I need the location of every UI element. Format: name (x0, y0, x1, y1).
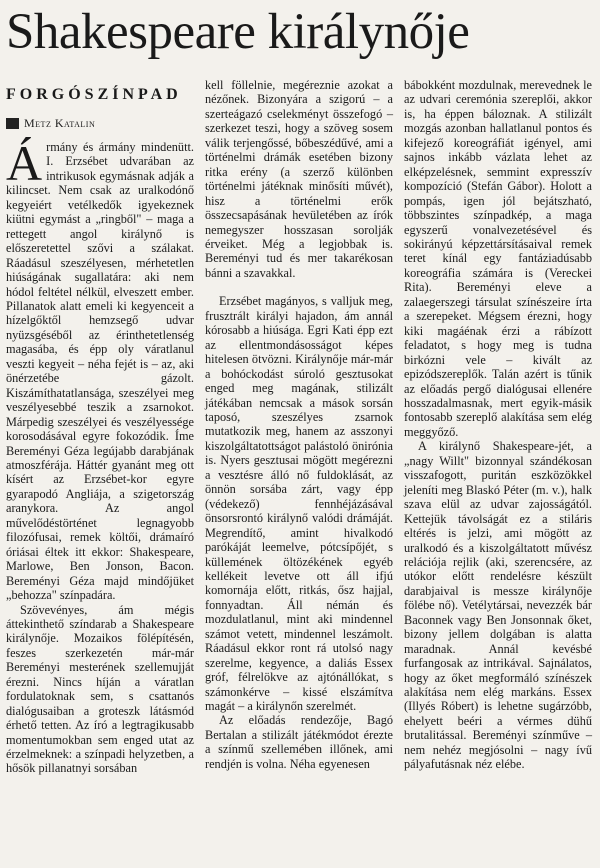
article-title: Shakespeare királynője (6, 4, 470, 60)
column-3 (404, 78, 592, 772)
byline (6, 116, 95, 131)
drop-cap: Á (6, 135, 43, 191)
paragraph: kell föllelnie, megéreznie azokat a nézőnek. Bizonyára a szigorú – a szerteágazó cselekményt összefogó – szerkezet teszi, hogy a szöveg sosem válik terjengőssé, bőbeszédűvé, ami a történelmi drámák esetében bizony ritka erény (a szerző különben történelmi játéknak minősíti művét), hisz a történelmi erők összecsapásának hevületében az írók nemegyszer hosszasan sorolják érveiket. Még a legjobbak is. Bereményi tud és mer takarékosan bánni a szavakkal. (205, 78, 393, 280)
paragraph: Szövevényes, ám mégis áttekinthető színdarab a Shakespeare királynője. Mozaikos fölépítésén, feszes szerkezetén már-már Bereményi mesterének szellemujját érezni. Nincs híján a váratlan fordulatoknak sem, s csattanós dialógusaiban a groteszk látásmód érhető tetten. Az író a legtragikusabb momentumokban sem enged utat az érzelmeknek: a színpadi helyzetben, a hősök pillanatnyi sorsában (6, 602, 194, 776)
column-2 (205, 78, 393, 771)
section-kicker: FORGÓSZÍNPAD (6, 86, 182, 103)
paragraph: Ármány és ármány mindenütt. I. Erzsébet udvarában az intrikusok egymásnak adják a kilincset. Nem csak az uralkodónő kegyeiért vetélkedők igyekeznek kiütni egymást a „ringből" – maga a rettegett angol királynő is előszeretettel szővi a szálakat. Ráadásul szeszélyesen, mérhetetlen hiúságának sugallatára: aki nem hódol feltétel nélkül, elveszett ember. Pillanatok alatt emeli ki kegyenceit a hízelgőktől hemzsegő udvar nyüzsgéséből az érinthetetlenség magasába, és épp oly váratlanul veszti kegyeit – néha fejét is – az, aki önérzetébe gázolt. Kiszámíthatatlansága, szeszélyei meg veszélyesebbé teszik a zsarnokot. Márpedig szeszélyei és veszélyessége korosodásával egyre fokozódik. Íme Bereményi Géza legújabb darabjának atmoszférája. Háttér gyanánt meg ott kísért az Erzsébet-kor egyre gyarapodó Angliája, a szigetország aranykora. Az angol művelődéstörténet legnagyobb filozófusai, remek költői, drámaíró óriásai éltek itt ekkor: Shakespeare, Marlowe, Ben Jonson, Bacon. Bereményi Géza majd mindőjüket „behozza" színpadára. (6, 135, 194, 603)
paragraph: A királynő Shakespeare-jét, a „nagy Willt" bizonnyal szándékosan visszafogott, puritán eszközökkel jeleníti meg Blaskó Péter (m. v.), halk szava elül az udvar zajosságától. Kettejük távolságát ez a stiláris eltérés is jelzi, ami mögött az uralkodó és a kiszolgáltatott művész relációja rejlik (aki, szerencsére, az utókor előtt rendelésre készült darabjaival is messze királynője fölébe nő). Vetélytársai, nevezzék bár Baconnek vagy Ben Jonsonnak őket, bizony jellem dolgában is alatta maradnak. Annál kevésbé furfangosak az intrikával. Sajnálatos, hogy az őket megformáló színészek alakítása nem elég markáns. Essex (Illyés Róbert) is lehetne sugárzóbb, ehelyett beéri a vérmes dühű brutalitással. Bereményi színműve – nem nehéz megjósolni – nagy ívű pályafutásnak néz elébe. (404, 439, 592, 772)
paragraph: bábokként mozdulnak, merevednek le az udvari ceremónia szereplői, akkor is, ha éppen báloznak. A stilizált mozgás azonban hallatlanul pontos és kifejező koreográfiát igényel, ami sajnos inkább vázlata lehet az elképzelésnek, semmint expresszív kompozíció (Stefán Gábor). Holott a pompás, igen jól bejátszható, többszintes színpadkép, a maga egyszerű vonalvezetésével és sokirányú képzettársításaival remek teret kínál egy fantáziadúsabb koreográfia számára is (Vereckei Rita). Bereményi eleve a zalaegerszegi társulat színészeire írta a szerepeket. Mégsem érezni, hogy kiki magáénak érzi a rábízott feladatot, s hogy meg is tudna birkózni vele – kivált az epizódszereplők. Talán azért is tűnik az előadás pergő dialógusai ellenére hosszadalmasnak, mert egyik-másik fontosabb szereplő alakítása sem elég meggyőző. (404, 78, 592, 439)
author-icon (6, 118, 19, 129)
author-name: Metz Katalin (24, 116, 96, 130)
column-1 (6, 135, 194, 776)
paragraph: Az előadás rendezője, Bagó Bertalan a stilizált játékmódot érezte a színmű szellemében illőnek, ami rendjén is volna. Néha egyenesen (205, 713, 393, 771)
paragraph: Erzsébet magányos, s valljuk meg, frusztrált királyi hajadon, ám annál kórosabb a hiúsága. Egri Kati épp ezt az ellentmondásosságot képes hitelesen ötvözni. Királynője már-már a bohóckodást súroló gesztusokat enged meg magának, stilizált játékában nemcsak a mások sorsán taposó, szeszélyes zsarnok mutatkozik meg, hanem az asszonyi kiszolgáltatottságot palástoló önirónia is. Nyers gesztusai mögött megérezni a vesztésre álló nő fuldoklását, az önnön sorsába zárt, vagy épp (védekező) fennhéjázásával önsorsrontó királynő valódi drámáját. Megrendítő, amint hivalkodó parókáját leemelve, pótcsípőjét, s küllemének öltözékének egyéb kellékeit levetve ott áll ifjú komornája előtt, ritkás, ősz hajjal, fonnyadtan. Áll némán és mozdulatlanul, mint aki mindennel számot vetett, mindennel leszámolt. Ráadásul ekkor ront rá utolsó nagy szerelme, kegyence, a daliás Essex gróf, félrelökve az ajtónállókat, s számonkérve – kissé elszámítva magát – a királynőn szerelmét. (205, 294, 393, 714)
